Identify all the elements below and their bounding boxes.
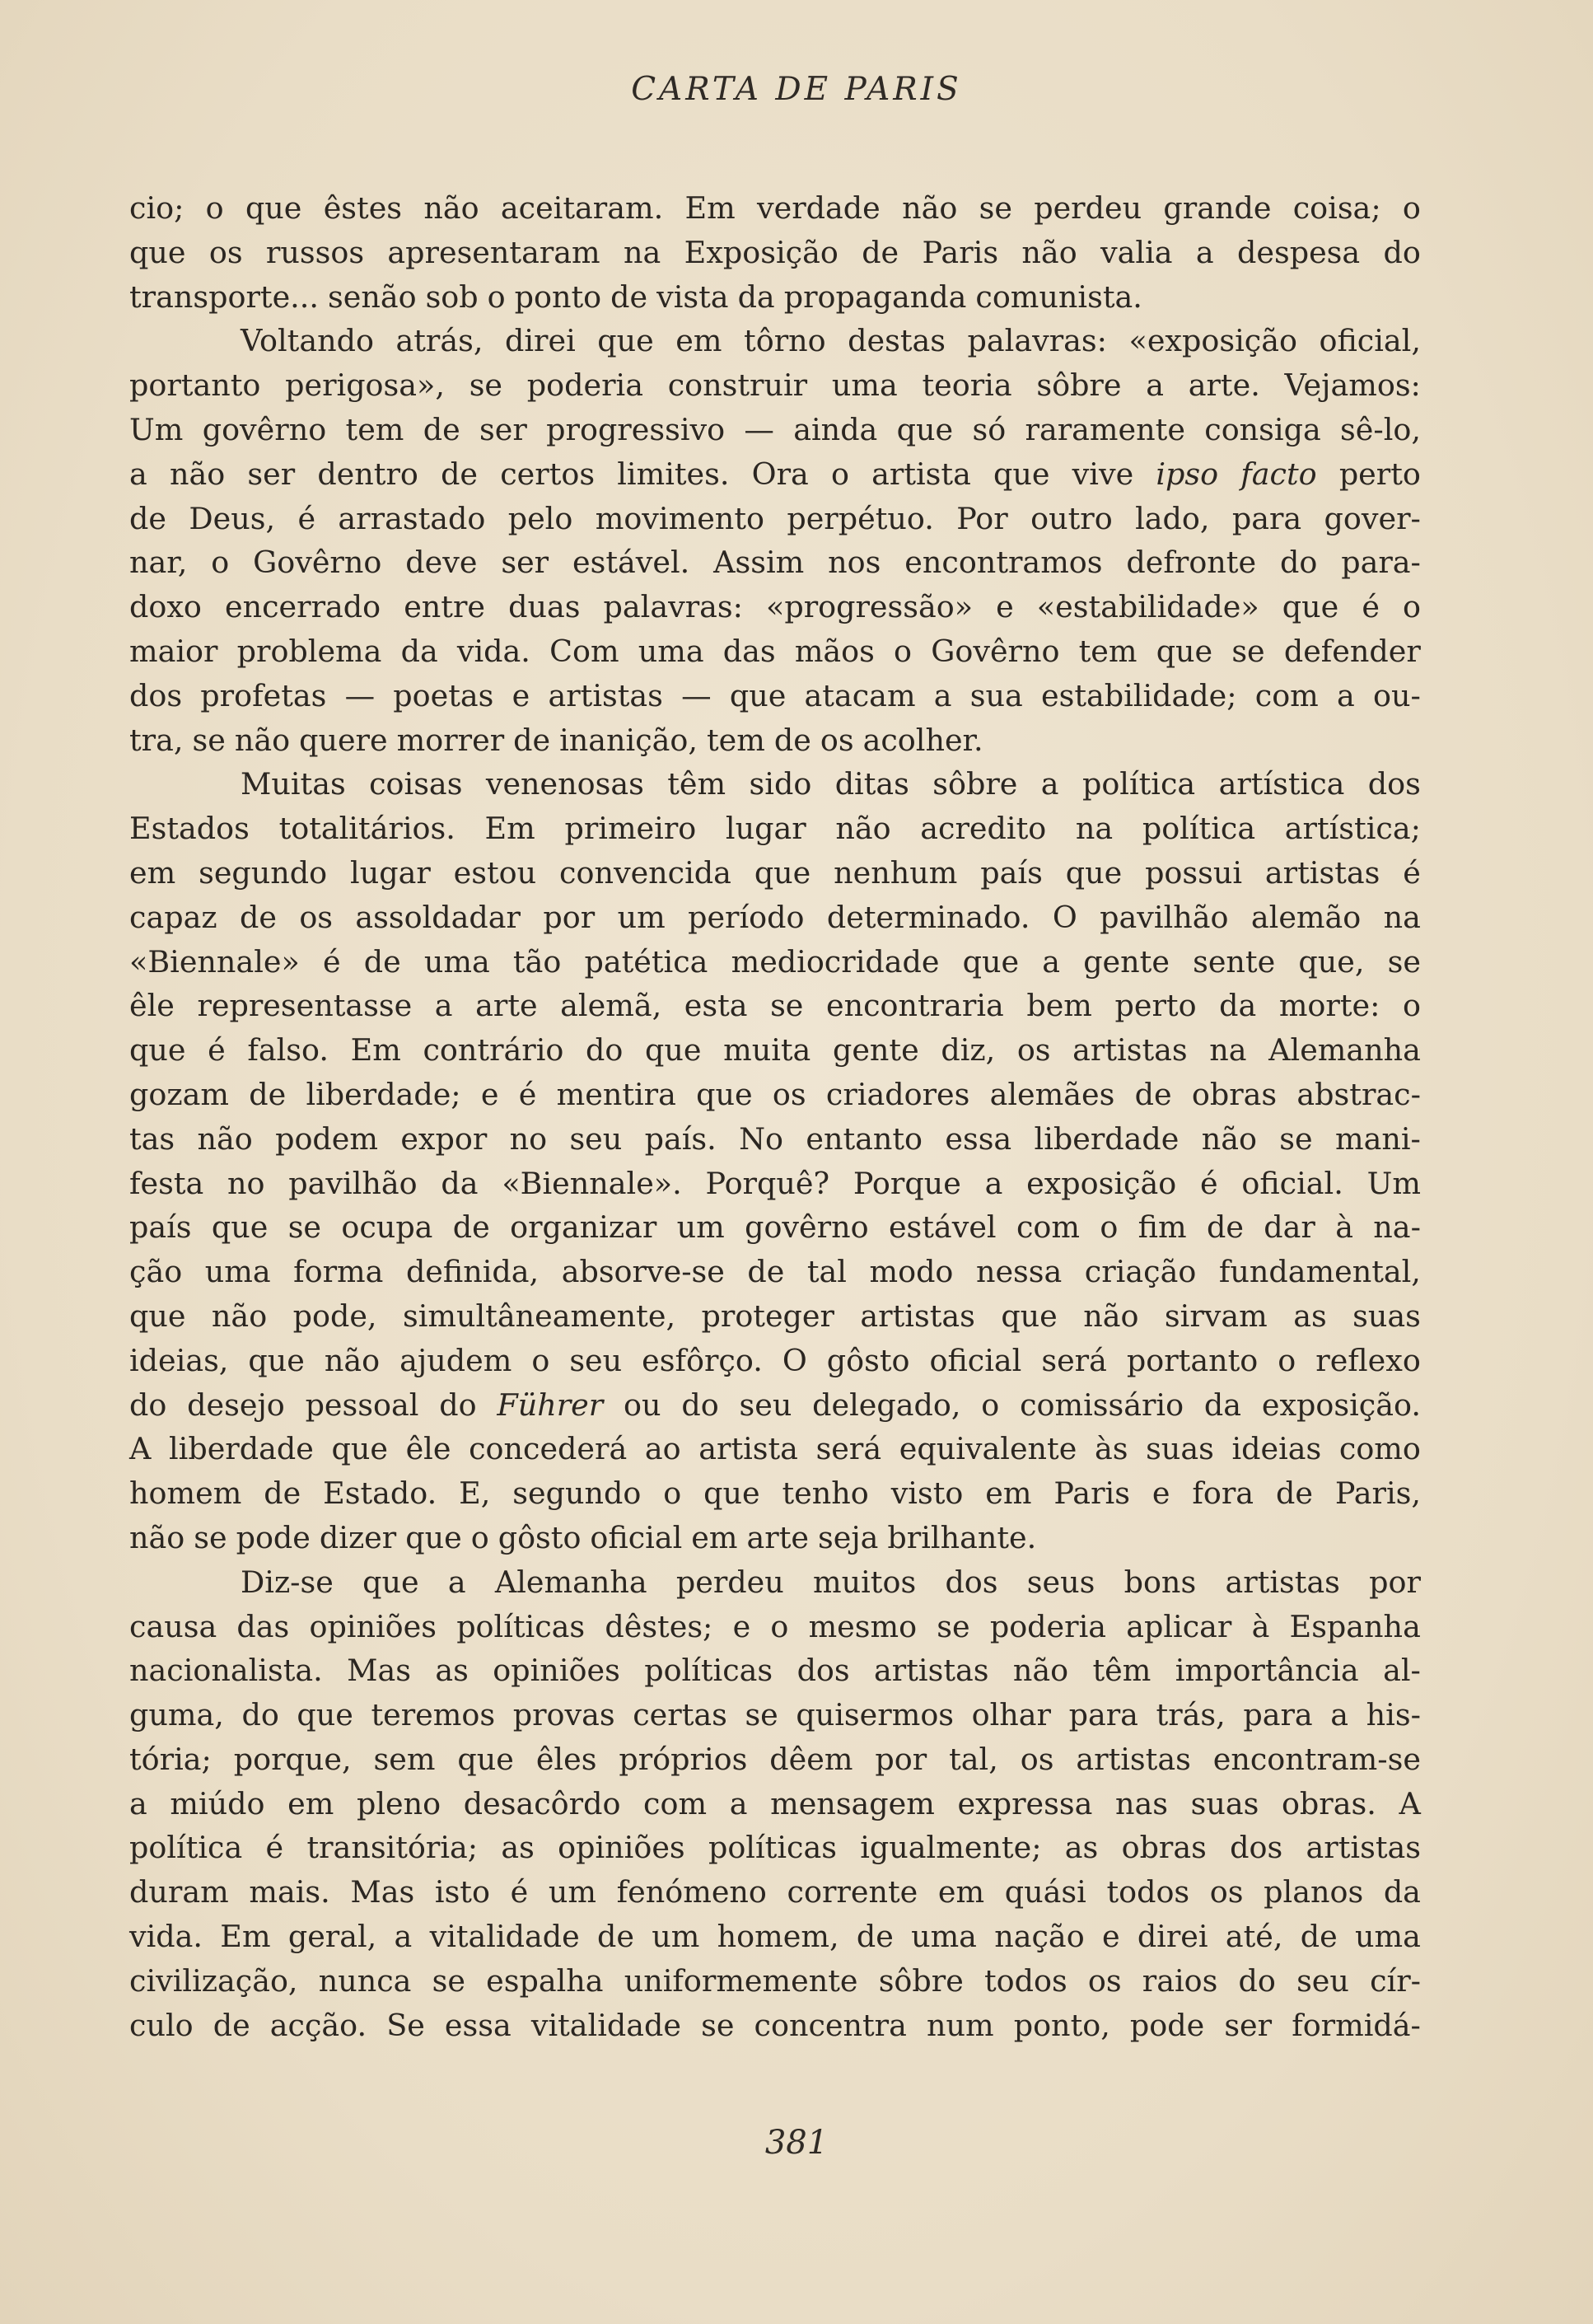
text-line: maior problema da vida. Com uma das mãos o Govêrno tem que se defender xyxy=(129,633,1421,669)
text-line: duram mais. Mas isto é um fenómeno corrente em quási todos os planos da xyxy=(129,1874,1421,1910)
text-line: causa das opiniões políticas dêstes; e o mesmo se poderia aplicar à Espanha xyxy=(129,1608,1421,1644)
text-line: em segundo lugar estou convencida que nenhum país que possui artistas é xyxy=(129,854,1421,891)
text-line: do desejo pessoal do Führer ou do seu delegado, o comissário da exposição. xyxy=(129,1386,1421,1423)
text-line: tas não podem expor no seu país. No entanto essa liberdade não se mani- xyxy=(129,1120,1421,1157)
text-line: gozam de liberdade; e é mentira que os criadores alemães de obras abstrac- xyxy=(129,1076,1421,1112)
text-line: tra, se não quere morrer de inanição, tem de os acolher. xyxy=(129,722,983,758)
text-line: que é falso. Em contrário do que muita gente diz, os artistas na Alemanha xyxy=(129,1032,1421,1068)
running-title: CARTA DE PARIS xyxy=(631,71,962,108)
text-line: festa no pavilhão da «Biennale». Porquê? Porque a exposição é oficial. Um xyxy=(129,1165,1421,1201)
text-line: «Biennale» é de uma tão patética mediocridade que a gente sente que, se xyxy=(129,943,1421,980)
text-line: ção uma forma definida, absorve-se de tal modo nessa criação fundamental, xyxy=(129,1254,1421,1290)
text-line: política é transitória; as opiniões políticas igualmente; as obras dos artistas xyxy=(129,1830,1421,1866)
text-line: portanto perigosa», se poderia construir uma teoria sôbre a arte. Vejamos: xyxy=(129,367,1421,404)
text-line: capaz de os assoldadar por um período determinado. O pavilhão alemão na xyxy=(129,899,1421,935)
text-line: a miúdo em pleno desacôrdo com a mensagem expressa nas suas obras. A xyxy=(129,1785,1421,1821)
text-line: que não pode, simultâneamente, proteger artistas que não sirvam as suas xyxy=(129,1298,1421,1334)
text-line: civilização, nunca se espalha uniformemente sôbre todos os raios do seu cír- xyxy=(129,1962,1421,1999)
text-line: nar, o Govêrno deve ser estável. Assim nos encontramos defronte do para- xyxy=(129,545,1421,581)
page-number: 381 xyxy=(764,2124,829,2162)
text-line: transporte... senão sob o ponto de vista da propaganda comunista. xyxy=(129,278,1142,315)
text-line: vida. Em geral, a vitalidade de um homem, de uma nação e direi até, de uma xyxy=(129,1919,1421,1955)
text-line: Voltando atrás, direi que em tôrno destas palavras: «exposição oficial, xyxy=(241,323,1421,359)
text-line: a não ser dentro de certos limites. Ora o artista que vive ipso facto perto xyxy=(129,456,1421,492)
text-line: homem de Estado. E, segundo o que tenho visto em Paris e fora de Paris, xyxy=(129,1475,1421,1512)
text-line: que os russos apresentaram na Exposição de Paris não valia a despesa do xyxy=(129,234,1421,270)
text-line: nacionalista. Mas as opiniões políticas dos artistas não têm importância al- xyxy=(129,1653,1421,1689)
text-line: doxo encerrado entre duas palavras: «progressão» e «estabilidade» que é o xyxy=(129,589,1421,625)
text-line: ideias, que não ajudem o seu esfôrço. O gôsto oficial será portanto o reflexo xyxy=(129,1342,1421,1378)
text-line: tória; porque, sem que êles próprios dêem por tal, os artistas encontram-se xyxy=(129,1741,1421,1777)
text-line: Estados totalitários. Em primeiro lugar não acredito na política artística; xyxy=(129,811,1421,847)
text-line: culo de acção. Se essa vitalidade se concentra num ponto, pode ser formidá- xyxy=(129,2007,1421,2043)
body-text xyxy=(129,186,1421,2047)
text-line: país que se ocupa de organizar um govêrno estável com o fim de dar à na- xyxy=(129,1209,1421,1246)
text-line: êle representasse a arte alemã, esta se encontraria bem perto da morte: o xyxy=(129,988,1421,1024)
text-line: de Deus, é arrastado pelo movimento perpétuo. Por outro lado, para gover- xyxy=(129,500,1421,536)
text-line: não se pode dizer que o gôsto oficial em arte seja brilhante. xyxy=(129,1519,1037,1555)
text-line: guma, do que teremos provas certas se quisermos olhar para trás, para a his- xyxy=(129,1697,1421,1733)
text-line: dos profetas — poetas e artistas — que atacam a sua estabilidade; com a ou- xyxy=(129,677,1421,713)
text-line: Diz-se que a Alemanha perdeu muitos dos seus bons artistas por xyxy=(241,1564,1421,1600)
text-line: cio; o que êstes não aceitaram. Em verdade não se perdeu grande coisa; o xyxy=(129,190,1421,226)
text-line: Muitas coisas venenosas têm sido ditas sôbre a política artística dos xyxy=(241,766,1421,802)
text-line: A liberdade que êle concederá ao artista será equivalente às suas ideias como xyxy=(129,1431,1421,1467)
text-line: Um govêrno tem de ser progressivo — ainda que só raramente consiga sê-lo, xyxy=(129,411,1421,447)
